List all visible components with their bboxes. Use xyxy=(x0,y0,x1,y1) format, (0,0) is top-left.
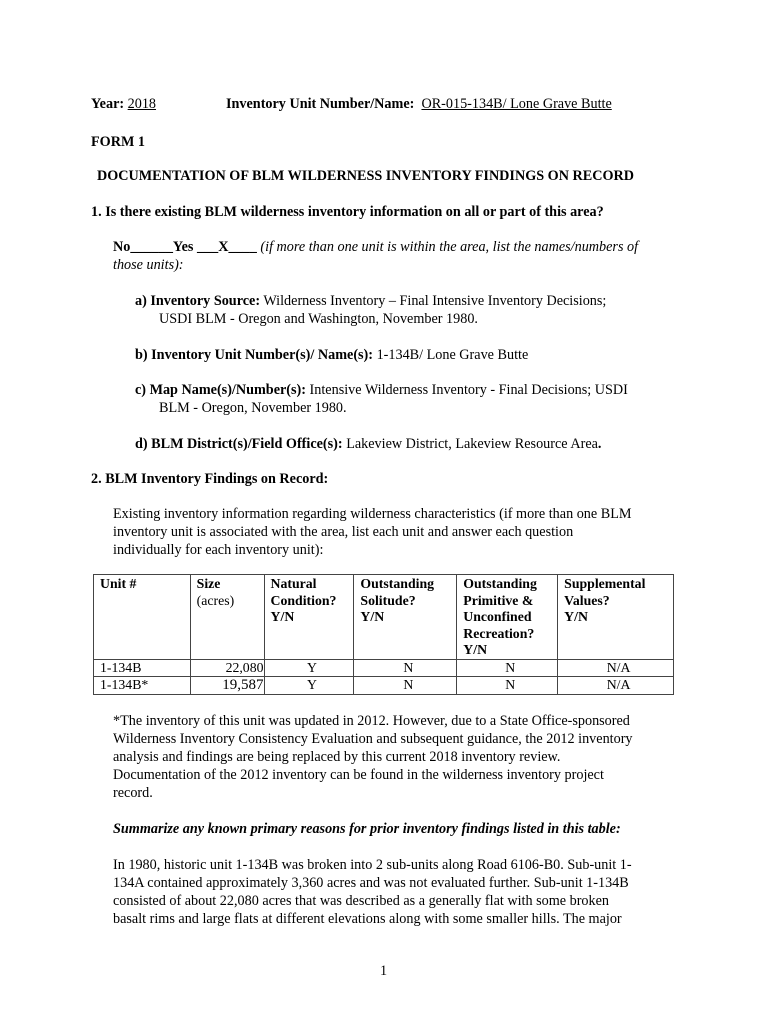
summary-line4: basalt rims and large flats at different elevations along with some smaller hills. The major xyxy=(113,911,622,927)
header-size: Size (acres) xyxy=(190,575,264,660)
cell-solitude: N xyxy=(354,659,457,677)
summary-line1: In 1980, historic unit 1-134B was broken into 2 sub-units along Road 6106-B0. Sub-unit 1- xyxy=(113,857,632,873)
summary-line2: 134A contained approximately 3,360 acres and was not evaluated further. Sub-unit 1-134B xyxy=(113,875,629,891)
table-row xyxy=(94,677,674,695)
item-a-text: Wilderness Inventory – Final Intensive Inventory Decisions; xyxy=(260,293,607,309)
header-primitive-recreation: Outstanding Primitive & Unconfined Recreation? Y/N xyxy=(457,575,558,660)
question-2-heading: 2. BLM Inventory Findings on Record: xyxy=(91,471,329,487)
header-year xyxy=(91,95,156,113)
footnote-line2: Wilderness Inventory Consistency Evaluation and subsequent guidance, the 2012 inventory xyxy=(113,731,633,747)
yes-label: Yes xyxy=(172,239,194,255)
question-1-heading: 1. Is there existing BLM wilderness inventory information on all or part of this area? xyxy=(91,204,604,220)
header-outstanding-solitude: Outstanding Solitude? Y/N xyxy=(354,575,457,660)
cell-size: 19,587 xyxy=(190,677,264,695)
item-d-label: d) BLM District(s)/Field Office(s): xyxy=(135,436,343,452)
year-label: Year: xyxy=(91,96,125,112)
form-title: FORM 1 xyxy=(91,134,145,150)
item-c-label: c) Map Name(s)/Number(s): xyxy=(135,382,306,398)
footnote-line1: *The inventory of this unit was updated in 2012. However, due to a State Office-sponsored xyxy=(113,713,630,729)
summary-heading: Summarize any known primary reasons for prior inventory findings listed in this table: xyxy=(113,821,621,837)
q2-intro-line3: individually for each inventory unit): xyxy=(113,542,324,558)
item-a xyxy=(135,292,606,310)
unit-value: OR-015-134B/ Lone Grave Butte xyxy=(421,96,612,112)
cell-unit: 1-134B xyxy=(94,659,191,677)
no-label: No xyxy=(113,239,131,255)
year-value: 2018 xyxy=(127,96,157,112)
cell-unit: 1-134B* xyxy=(94,677,191,695)
cell-supplemental: N/A xyxy=(558,677,674,695)
q2-intro-line2: inventory unit is associated with the area, list each unit and answer each question xyxy=(113,524,574,540)
unit-label: Inventory Unit Number/Name: xyxy=(226,96,415,112)
footnote-line4: Documentation of the 2012 inventory can be found in the wilderness inventory project xyxy=(113,767,604,783)
cell-size: 22,080 xyxy=(190,659,264,677)
summary-line3: consisted of about 22,080 acres that was described as a generally flat with some broken xyxy=(113,893,610,909)
header-natural-condition: Natural Condition? Y/N xyxy=(264,575,354,660)
findings-table xyxy=(93,574,674,695)
item-d-period: . xyxy=(597,436,602,452)
item-b-text: 1-134B/ Lone Grave Butte xyxy=(373,347,529,363)
document-title: DOCUMENTATION OF BLM WILDERNESS INVENTORY FINDINGS ON RECORD xyxy=(97,168,634,184)
table-row xyxy=(94,659,674,677)
footnote-line5: record. xyxy=(113,785,153,801)
item-c-text: Intensive Wilderness Inventory - Final Decisions; USDI xyxy=(306,382,628,398)
instruction-text: (if more than one unit is within the area, list the names/numbers of xyxy=(260,239,639,255)
item-d-text: Lakeview District, Lakeview Resource Area xyxy=(342,436,598,452)
no-blank: ______ xyxy=(130,239,173,255)
item-a-text-cont: USDI BLM - Oregon and Washington, November 1980. xyxy=(159,311,478,327)
q2-intro-line1: Existing inventory information regarding wilderness characteristics (if more than one BLM xyxy=(113,506,632,522)
cell-supplemental: N/A xyxy=(558,659,674,677)
cell-recreation: N xyxy=(457,677,558,695)
instruction-text-cont: those units): xyxy=(113,257,184,273)
header-unit-number: Unit # xyxy=(94,575,191,660)
header-supplemental-values: Supplemental Values? Y/N xyxy=(558,575,674,660)
cell-natural: Y xyxy=(264,677,354,695)
yes-value: ___X____ xyxy=(196,239,257,255)
page-number: 1 xyxy=(380,963,388,979)
table-header-row xyxy=(94,575,674,660)
header-unit xyxy=(226,95,612,113)
cell-solitude: N xyxy=(354,677,457,695)
yes-no-answer xyxy=(113,238,638,256)
item-b-label: b) Inventory Unit Number(s)/ Name(s): xyxy=(135,347,374,363)
item-c xyxy=(135,381,628,399)
cell-recreation: N xyxy=(457,659,558,677)
cell-natural: Y xyxy=(264,659,354,677)
footnote-line3: analysis and findings are being replaced by this current 2018 inventory review. xyxy=(113,749,561,765)
item-b xyxy=(135,346,528,364)
item-c-text-cont: BLM - Oregon, November 1980. xyxy=(159,400,347,416)
item-d xyxy=(135,435,601,453)
item-a-label: a) Inventory Source: xyxy=(135,293,261,309)
